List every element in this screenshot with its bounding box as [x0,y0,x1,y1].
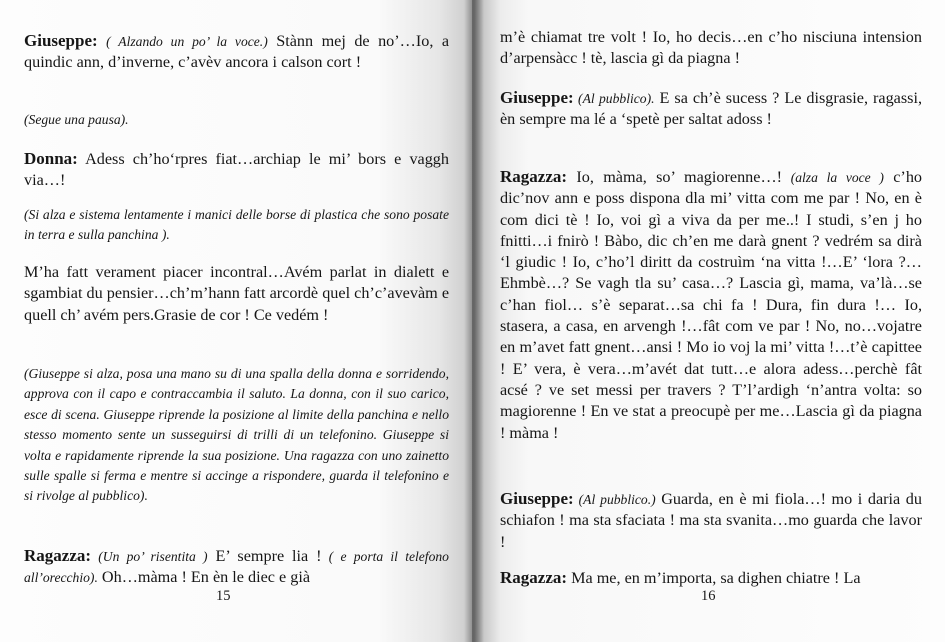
dialogue-text: E sa ch’è sucess ? Le disgrasie, ragassi, èn sempre ma lé a ‘spetè per saltat adoss ! [500,89,922,129]
dialogue-text: Adess ch’ho‘rpres fiat…archiap le mi’ bors e vaggh via…! [24,150,449,190]
dialogue-text: Ma me, en m’importa, sa dighen chiatre ! La [567,569,861,587]
stage-direction: ( e porta il telefono all’orecchio). [24,549,449,586]
giuseppe-line-2 [500,87,922,131]
stage-direction-donna: (Si alza e sistema lentamente i manici delle borse di plastica che sono posate in terra e sulla panchina ). [24,207,449,243]
stage-direction: (Un po’ risentita ) [91,549,208,564]
page-15 [0,0,472,642]
ragazza-continued: m’è chiamat tre volt ! Io, ho decis…en c’ho nisciuna intension d’arpensàcc ! tè, lascia gì da piagna ! [500,28,922,68]
donna-line [24,148,449,192]
speaker-name: Ragazza: [500,568,568,587]
speaker-name: Giuseppe: [500,489,574,508]
speaker-name: Giuseppe: [24,31,98,50]
ragazza-line-2 [500,166,922,444]
dialogue-text: Guarda, en è mi fiola…! mo i daria du schiafon ! ma sta sfaciata ! ma sta svanita…mo guarda che lavor ! [500,490,922,551]
giuseppe-line-1 [24,30,449,74]
giuseppe-line-3 [500,488,922,553]
dialogue-text: E’ sempre lia ! [207,547,322,565]
stage-direction: (alza la voce ) [782,170,884,185]
book-gutter-shadow [464,0,484,642]
speaker-name: Donna: [24,149,78,168]
page-16 [472,0,945,642]
speaker-name: Ragazza: [500,167,568,186]
donna-farewell: M’ha fatt verament piacer incontral…Avém parlat in dialett e sgambiat du pensier…ch’m’hann fatt arcordè quel ch’c’avevàm e quell ch’ avém pers.Grasie de cor ! Ce vedém ! [24,263,449,324]
dialogue-text: c’ho dic’nov ann e poss dispona dla mi’ vitta com me par ! No, en è com dici tè ! Io, voi gì a viva da per me..! I studi, s’en j ho fnitti…i fnirò ! Bàbo, dic ch’en me darà gnent ? vedrém sa dirà ‘l giudic ! Io, c’ho’l diritt da costruìm ‘na vitta !…E’ ‘lora ?…Ehmbè…? Se vagh tla su’ casa…? Lascia gì, mama, va’là…se c’han fiol… s’è separat…sa chi fa ! Dura, fin dura !… Io, stasera, a casa, en arvengh !…fât com ve par ! No, no…vojatre en m’avet fatt gnent…ansi ! Mo io voj la mi’ vitta !…t’è capittee ! E’ vera, è vera…m’avét dat tutt…e alora adess…perchè fât acsé ? ve set messi per travers ? T’l’ardigh ‘n’antra volta: so magiorenne ! En ve stat a preocupè per me…Lascia gì da piagna ! màma ! [500,168,923,442]
page-number: 16 [701,588,716,604]
stage-direction: ( Alzando un po’ la voce.) [106,34,268,49]
stage-direction-giuseppe: (Giuseppe si alza, posa una mano su di una spalla della donna e sorridendo, approva con il capo e contraccambia il saluto. La donna, con il suo carico, esce di scena. Giuseppe riprende la posizione al limite della panchina e nello stesso momento sente un susseguirsi di trilli di un telefonino. Giuseppe si volta e rapidamente riprende la sua posizione. Una ragazza con uno zainetto sulle spalle si ferma e mentre si accinge a rispondere, guarda il telefonino e si rivolge al pubblico). [24,366,449,504]
dialogue-text: Io, màma, so’ magiorenne…! [567,168,783,186]
stage-direction-pause: (Segue una pausa). [24,112,129,127]
stage-direction: (Al pubblico). [573,91,655,106]
ragazza-line-1 [24,545,449,589]
stage-direction: (Al pubblico.) [573,492,656,507]
ragazza-line-3 [500,567,922,589]
dialogue-text: Stànn mej de no’…Io, a quindic ann, d’inverne, c’avèv ancora i calson cort ! [24,32,450,72]
dialogue-text: Oh…màma ! En èn le diec e già [97,568,311,587]
speaker-name: Ragazza: [24,546,92,565]
speaker-name: Giuseppe: [500,88,574,107]
page-number: 15 [216,588,231,604]
